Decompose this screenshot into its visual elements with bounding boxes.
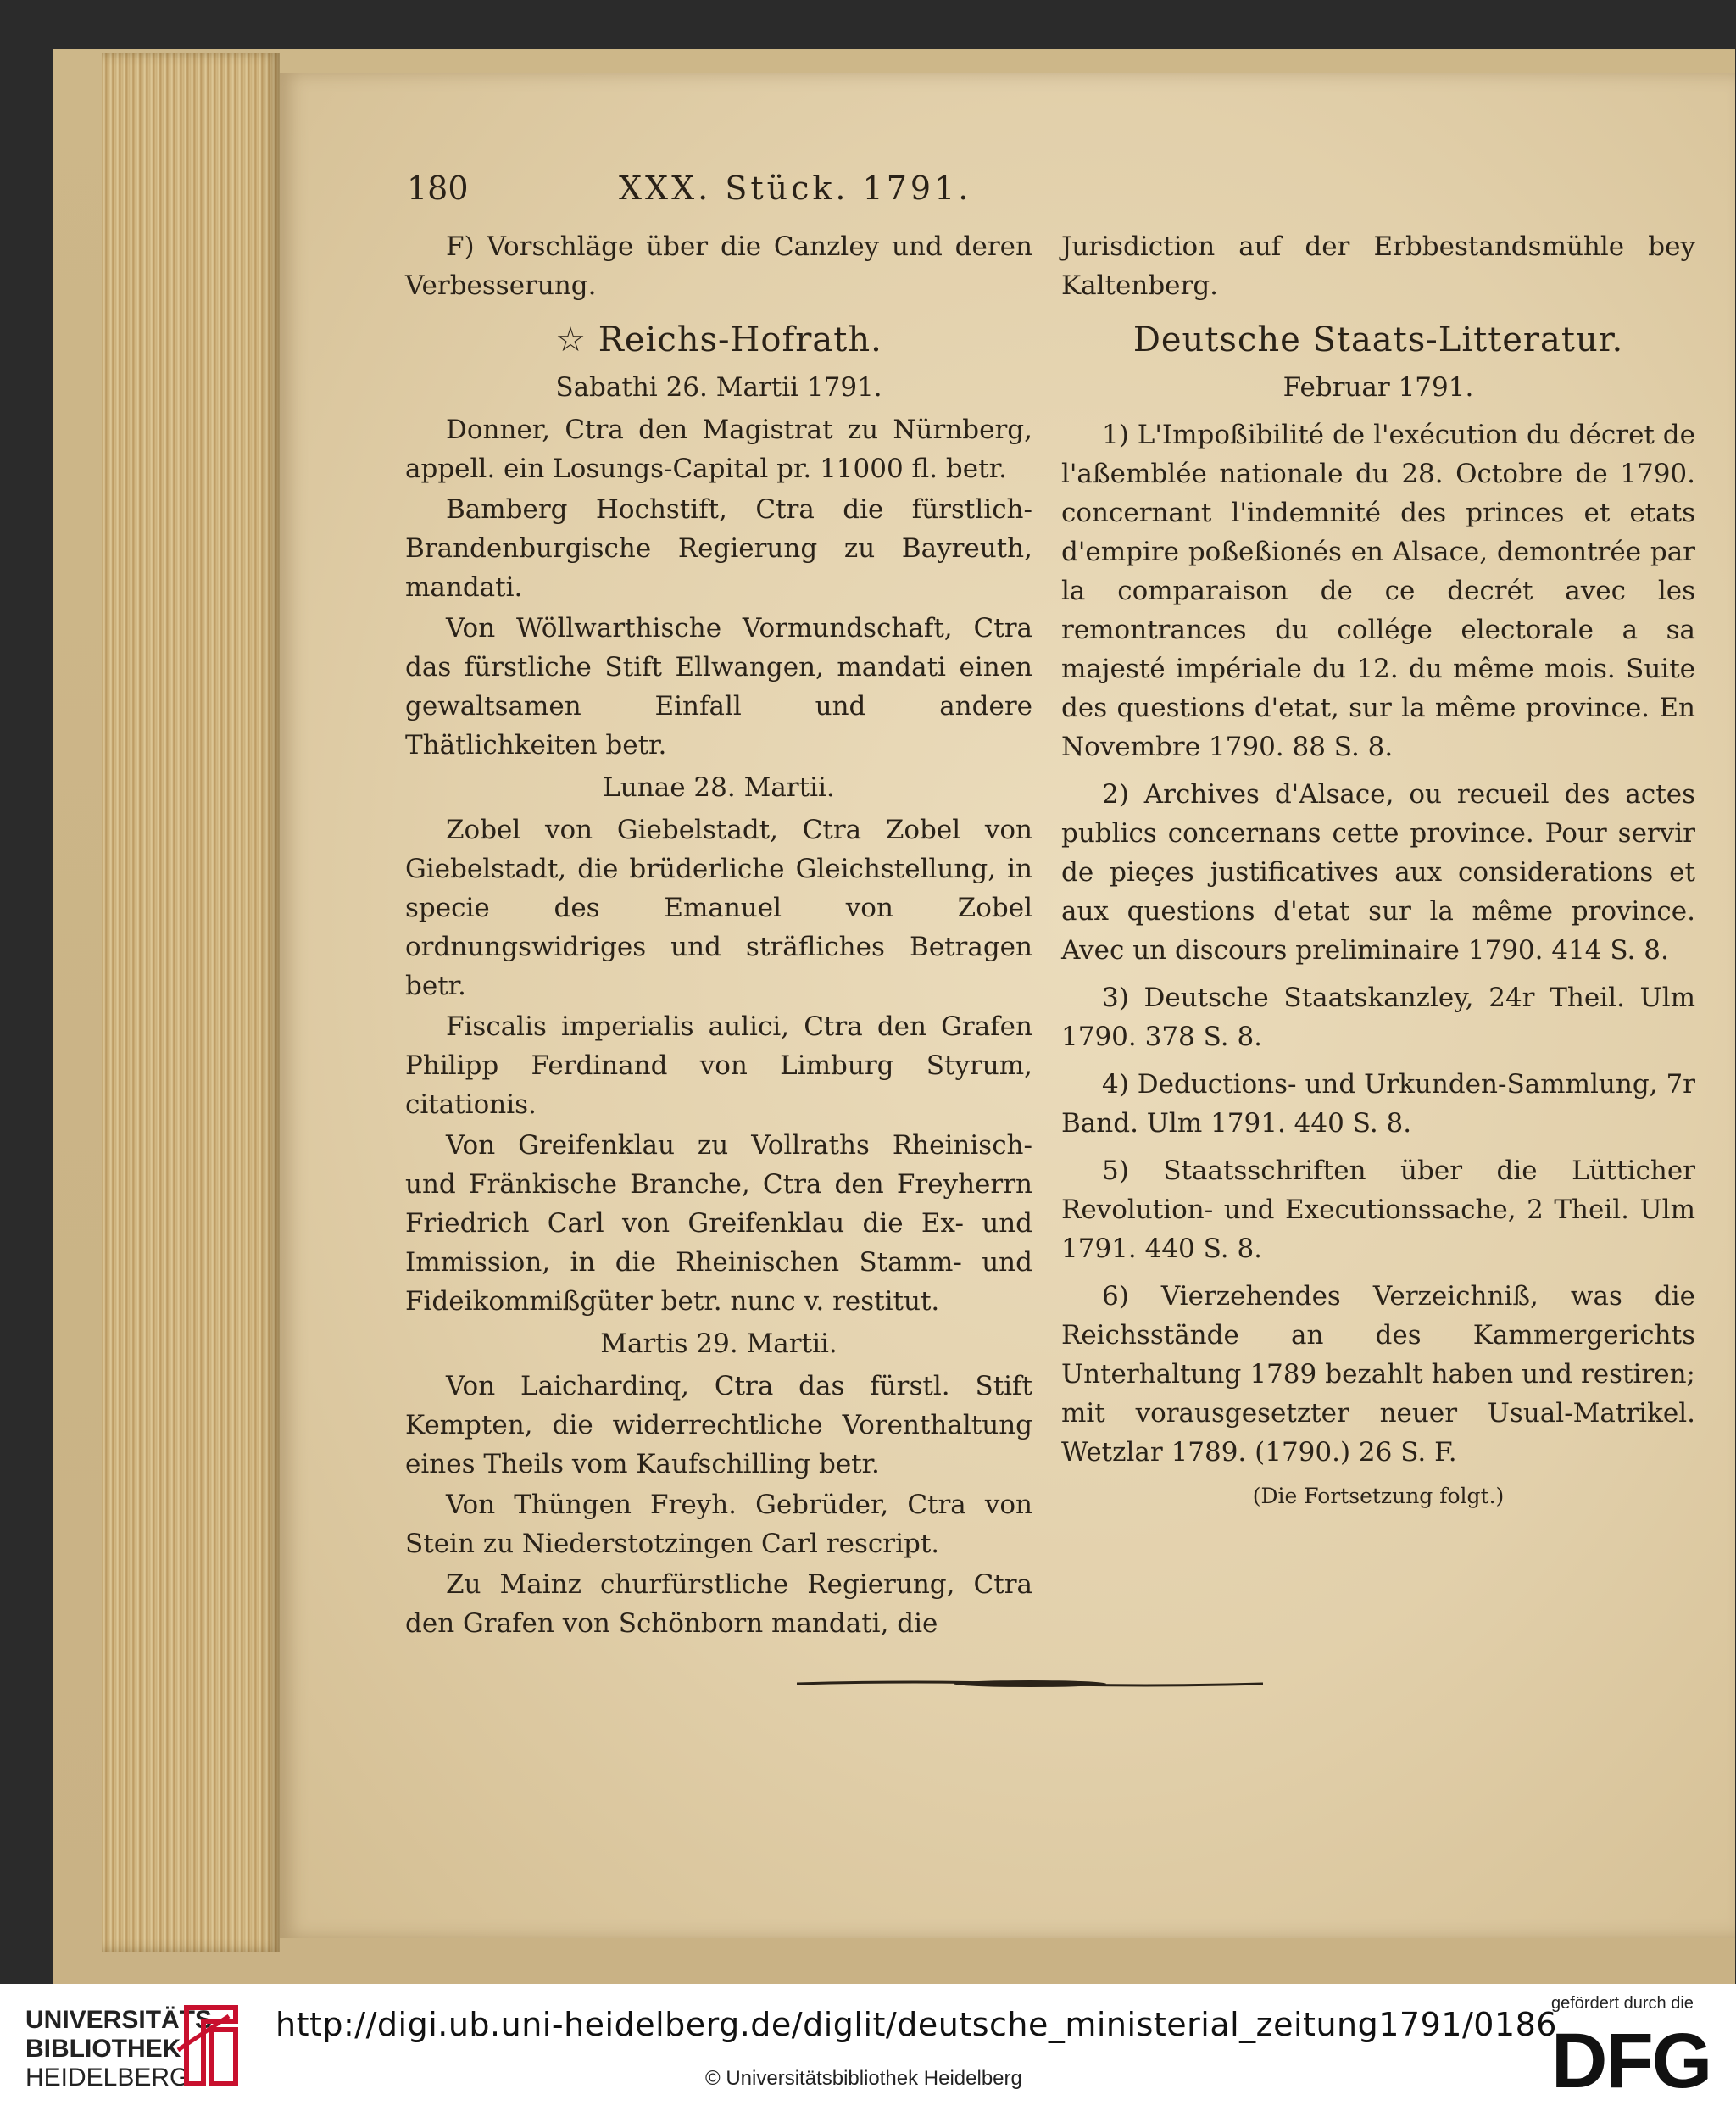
section-heading-staatslitteratur: Deutsche Staats-Litteratur.	[1132, 320, 1624, 359]
ornamental-rule	[797, 1677, 1263, 1690]
page-edges	[102, 53, 280, 1952]
left-intro: F) Vorschläge über die Canzley und deren Verbesserung.	[405, 231, 1032, 301]
literature-item: 3) Deutsche Staatskanzley, 24r Theil. Ulm 1790. 378 S. 8.	[1061, 983, 1695, 1052]
literature-item: 4) Deductions- und Urkunden-Sammlung, 7r Band. Ulm 1791. 440 S. 8.	[1061, 1069, 1695, 1139]
case-entry: Bamberg Hochstift, Ctra die fürstlich-Brandenburgische Regierung zu Bayreuth, mandati.	[405, 494, 1032, 603]
page-header	[407, 161, 1255, 212]
literature-item: 5) Staatsschriften über die Lütticher Revolution- und Executionssache, 2 Theil. Ulm 1791. 440 S. 8.	[1061, 1156, 1695, 1264]
viewer-footer	[0, 1984, 1736, 2111]
dfg-logo: DFG	[1551, 2018, 1711, 2104]
logo-line-3: HEIDELBERG	[25, 2064, 190, 2092]
logo-line-1: UNIVERSITÄTS-	[25, 2006, 221, 2034]
case-entry: Zobel von Giebelstadt, Ctra Zobel von Giebelstadt, die brüderliche Gleichstellung, in specie des Emanuel von Zobel ordnungswidriges und sträfliches Betragen betr.	[405, 815, 1032, 1001]
month-heading: Februar 1791.	[1283, 372, 1474, 403]
session-date-2: Lunae 28. Martii.	[603, 772, 835, 803]
continuation-note: (Die Fortsetzung folgt.)	[1252, 1484, 1505, 1508]
logo-line-2: BIBLIOTHEK	[25, 2035, 181, 2063]
case-entry: Fiscalis imperialis aulici, Ctra den Grafen Philipp Ferdinand von Limburg Styrum, citationis.	[405, 1011, 1032, 1120]
page-number: 180	[407, 170, 469, 207]
running-head: XXX. Stück. 1791.	[619, 170, 972, 207]
permalink-url[interactable]: http://digi.ub.uni-heidelberg.de/diglit/deutsche_ministerial_zeitung1791/0186	[275, 2006, 1557, 2043]
case-entry: Von Greifenklau zu Vollraths Rheinisch- und Fränkische Branche, Ctra den Freyherrn Friedrich Carl von Greifenklau die Ex- und Immission, in die Rheinischen Stamm- und Fideikommißgüter betr. nunc v. restitut.	[405, 1130, 1032, 1317]
right-continuation: Jurisdiction auf der Erbbestandsmühle bey Kaltenberg.	[1061, 231, 1695, 301]
session-date-1: Sabathi 26. Martii 1791.	[555, 372, 882, 403]
case-entry: Von Laichardinq, Ctra das fürstl. Stift Kempten, die widerrechtliche Vorenthaltung eines Theils vom Kaufschilling betr.	[405, 1371, 1032, 1479]
literature-item: 1) L'Impoßibilité de l'exécution du décret de l'aßemblée nationale du 28. Octobre de 1790. concernant l'indemnité des princes et etats d'empire poßeßionés en Alsace, demontrée par la comparaison de ce decrét avec les remontrances du collége electorale a sa majesté impériale du 12. du même mois. Suite des questions d'etat, sur la même province. En Novembre 1790. 88 S. 8.	[1061, 420, 1695, 762]
literature-item: 6) Vierzehendes Verzeichniß, was die Reichsstände an des Kammergerichts Unterhaltung 1789 bezahlt haben und restiren; mit vorausgesetzter neuer Usual-Matrikel. Wetzlar 1789. (1790.) 26 S. F.	[1061, 1281, 1695, 1468]
funding-caption: gefördert durch die	[1551, 1994, 1694, 2013]
left-column	[405, 227, 1032, 1645]
case-entry: Zu Mainz churfürstliche Regierung, Ctra den Grafen von Schönborn mandati, die	[405, 1569, 1032, 1639]
library-logo-icon	[170, 1999, 242, 2092]
section-heading-reichshofrath: ☆ Reichs-Hofrath.	[555, 320, 882, 359]
case-entry: Von Wöllwarthische Vormundschaft, Ctra das fürstliche Stift Ellwangen, mandati einen gewaltsamen Einfall und andere Thätlichkeiten betr.	[405, 613, 1032, 760]
case-entry: Von Thüngen Freyh. Gebrüder, Ctra von Stein zu Niederstotzingen Carl rescript.	[405, 1490, 1032, 1559]
session-date-3: Martis 29. Martii.	[600, 1328, 837, 1359]
copyright-notice: © Universitätsbibliothek Heidelberg	[705, 2067, 1022, 2090]
case-entry: Donner, Ctra den Magistrat zu Nürnberg, appell. ein Losungs-Capital pr. 11000 fl. betr.	[405, 415, 1032, 484]
right-column	[1061, 227, 1695, 1516]
literature-item: 2) Archives d'Alsace, ou recueil des actes publics concernans cette province. Pour servir de pieçes justificatives aux considerations et aux questions d'etat sur la même province. Avec un discours preliminaire 1790. 414 S. 8.	[1061, 779, 1695, 966]
